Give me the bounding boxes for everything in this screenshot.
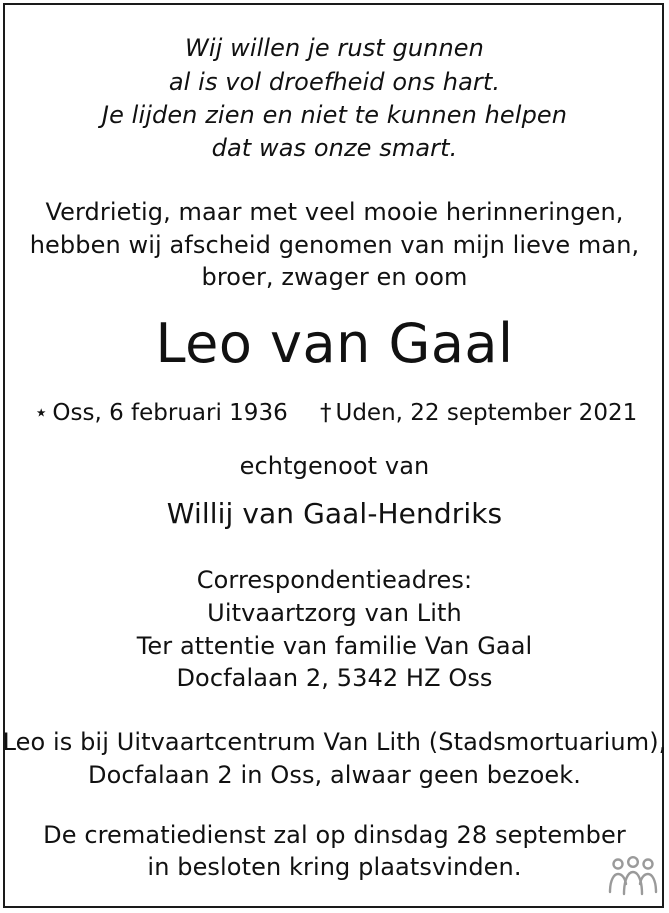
intro-line: Verdrietig, maar met veel mooie herinneringen, — [45, 198, 624, 226]
intro-line: broer, zwager en oom — [201, 263, 468, 291]
visit-line: Docfalaan 2 in Oss, alwaar geen bezoek. — [88, 761, 581, 789]
visit-line: Leo is bij Uitvaartcentrum Van Lith (Stadsmortuarium), — [2, 728, 667, 756]
service-line: De crematiedienst zal op dinsdag 28 september — [43, 821, 626, 849]
poem-line: dat was onze smart. — [211, 134, 458, 162]
spouse-name: Willij van Gaal-Hendriks — [166, 497, 503, 530]
relation-label: echtgenoot van — [239, 452, 430, 480]
poem-line: al is vol droefheid ons hart. — [168, 68, 501, 96]
life-dates — [0, 398, 669, 428]
address-line: Ter attentie van familie Van Gaal — [136, 632, 533, 660]
intro-line: hebben wij afscheid genomen van mijn lieve man, — [29, 231, 640, 259]
deceased-name: Leo van Gaal — [155, 312, 514, 375]
address-line: Correspondentieadres: — [196, 566, 473, 594]
people-group-icon — [606, 856, 660, 896]
birth-star-icon: ⋆ — [34, 400, 49, 426]
death-date — [320, 398, 637, 428]
poem-line: Je lijden zien en niet te kunnen helpen — [101, 101, 568, 129]
address-line: Docfalaan 2, 5342 HZ Oss — [176, 664, 493, 692]
birth-date — [34, 398, 288, 428]
birth-text: Oss, 6 februari 1936 — [52, 400, 288, 426]
poem-line: Wij willen je rust gunnen — [185, 34, 484, 62]
death-text: Uden, 22 september 2021 — [335, 400, 638, 426]
service-line: in besloten kring plaatsvinden. — [147, 853, 522, 881]
death-cross-icon: † — [320, 400, 332, 426]
address-line: Uitvaartzorg van Lith — [207, 599, 462, 627]
